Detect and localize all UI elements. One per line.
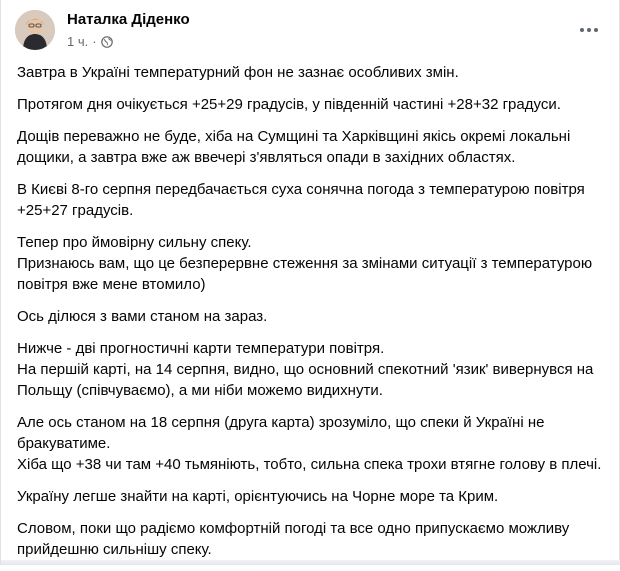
more-options-button[interactable]: [575, 16, 603, 44]
post-paragraph: Протягом дня очікується +25+29 градусів, у південній частині +28+32 градуси.: [17, 96, 561, 113]
post-paragraph: Україну легше знайти на карті, орієнтуючись на Чорне море та Крим.: [17, 488, 499, 505]
globe-icon[interactable]: [101, 36, 113, 48]
post-paragraph: Нижче - дві прогностичні карти температури повітря. На першій карті, на 14 серпня, видно, що основний спекотний 'язик' вивернувся на Польщу (співчуваємо), а ми ніби можемо видихнути.: [17, 340, 594, 399]
post-paragraph: Тепер про ймовірну сильну спеку. Признаюсь вам, що це безперервне стеження за змінами ситуації з температурою повітря вже мене втомило): [17, 234, 593, 293]
more-dot: [594, 28, 598, 32]
post-paragraph: Але ось станом на 18 серпня (друга карта) зрозуміло, що спеки й Україні не бракуватиме. Хіба що +38 чи там +40 тьмяніють, тобто, сильна спека трохи втягне голову в плечі.: [17, 414, 602, 473]
attached-images-edge: [1, 560, 620, 565]
post-paragraph: Дощів переважно не буде, хіба на Сумщині та Харківщині якісь окремі локальні дощики, а завтра вже аж ввечері з'являться опади в західних областях.: [17, 128, 571, 166]
meta-separator: ·: [92, 34, 97, 49]
avatar-image: [15, 10, 55, 50]
post-timestamp[interactable]: 1 ч.: [67, 34, 89, 49]
post-text: [17, 62, 611, 571]
author-name[interactable]: Наталка Діденко: [67, 11, 190, 28]
post-header: [15, 10, 605, 54]
post-paragraph: Ось ділюся з вами станом на зараз.: [17, 308, 268, 325]
post-meta: [67, 34, 113, 49]
more-dot: [587, 28, 591, 32]
post-paragraph: В Києві 8-го серпня передбачається суха сонячна погода з температурою повітря +25+27 градусів.: [17, 181, 585, 219]
post-paragraph: Словом, поки що радіємо комфортній погоді та все одно припускаємо можливу прийдешню сильнішу спеку.: [17, 520, 570, 558]
avatar[interactable]: [15, 10, 55, 50]
more-horizontal-icon: [580, 28, 584, 32]
post-paragraph: Завтра в Україні температурний фон не зазнає особливих змін.: [17, 64, 459, 81]
